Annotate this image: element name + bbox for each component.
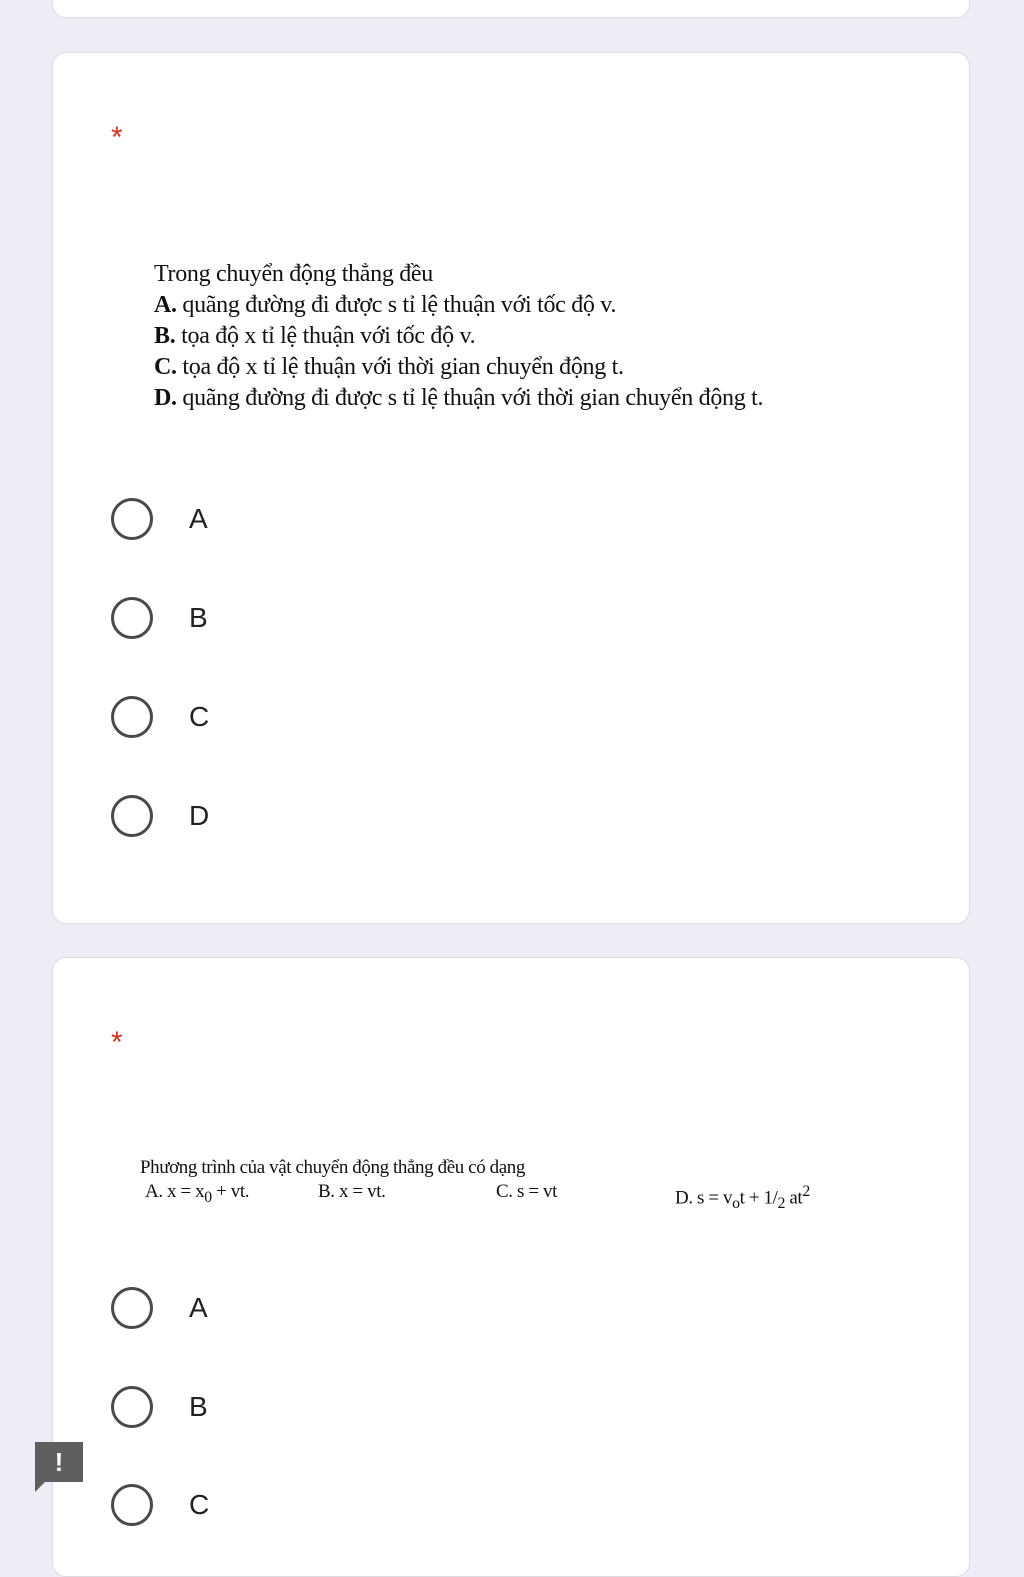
option-a[interactable] xyxy=(111,494,208,544)
previous-question-card xyxy=(52,0,970,18)
radio-button[interactable] xyxy=(111,1484,153,1526)
option-b[interactable] xyxy=(111,593,208,643)
question-2-image-text xyxy=(140,1156,900,1213)
radio-button[interactable] xyxy=(111,795,153,837)
question-2-choice-c: C. s = vt xyxy=(496,1181,557,1202)
option-a[interactable] xyxy=(111,1283,208,1333)
question-1-choice-a: A. quãng đường đi được s tỉ lệ thuận với tốc độ v. xyxy=(154,292,617,318)
option-label: D xyxy=(189,800,210,831)
question-2-choice-a: A. $x = x_0$ + vt. xyxy=(145,1181,250,1206)
option-label: C xyxy=(189,1489,210,1520)
question-1-choice-b: B. tọa độ x tỉ lệ thuận với tốc độ v. xyxy=(154,323,476,349)
option-label: B xyxy=(189,602,208,633)
radio-button[interactable] xyxy=(111,1287,153,1329)
radio-button[interactable] xyxy=(111,597,153,639)
option-c[interactable] xyxy=(111,1480,209,1530)
option-d[interactable] xyxy=(111,791,209,841)
question-2-choice-b: B. x = vt. xyxy=(318,1181,386,1202)
report-flag-icon[interactable]: ! xyxy=(35,1442,83,1482)
question-1-choice-d: D. quãng đường đi được s tỉ lệ thuận với thời gian chuyển động t. xyxy=(154,385,764,411)
option-c[interactable] xyxy=(111,692,209,742)
question-1-image-text xyxy=(154,259,763,414)
required-asterisk: * xyxy=(111,121,123,154)
option-label: A xyxy=(189,503,208,534)
question-2-choices xyxy=(140,1180,900,1213)
option-b[interactable] xyxy=(111,1382,208,1432)
option-label: A xyxy=(189,1292,208,1323)
option-label: C xyxy=(189,701,210,732)
question-2-choice-d: D. $s = v_ot + 1/_2$ $at^2$ xyxy=(675,1183,810,1213)
radio-button[interactable] xyxy=(111,696,153,738)
question-1-choice-c: C. tọa độ x tỉ lệ thuận với thời gian chuyển động t. xyxy=(154,354,624,380)
radio-button[interactable] xyxy=(111,498,153,540)
question-2-stem: Phương trình của vật chuyển động thẳng đều có dạng xyxy=(140,1157,526,1178)
question-card-2 xyxy=(52,957,970,1577)
question-1-stem: Trong chuyển động thẳng đều xyxy=(154,261,433,287)
question-card-1 xyxy=(52,52,970,924)
option-label: B xyxy=(189,1391,208,1422)
radio-button[interactable] xyxy=(111,1386,153,1428)
required-asterisk: * xyxy=(111,1026,123,1059)
